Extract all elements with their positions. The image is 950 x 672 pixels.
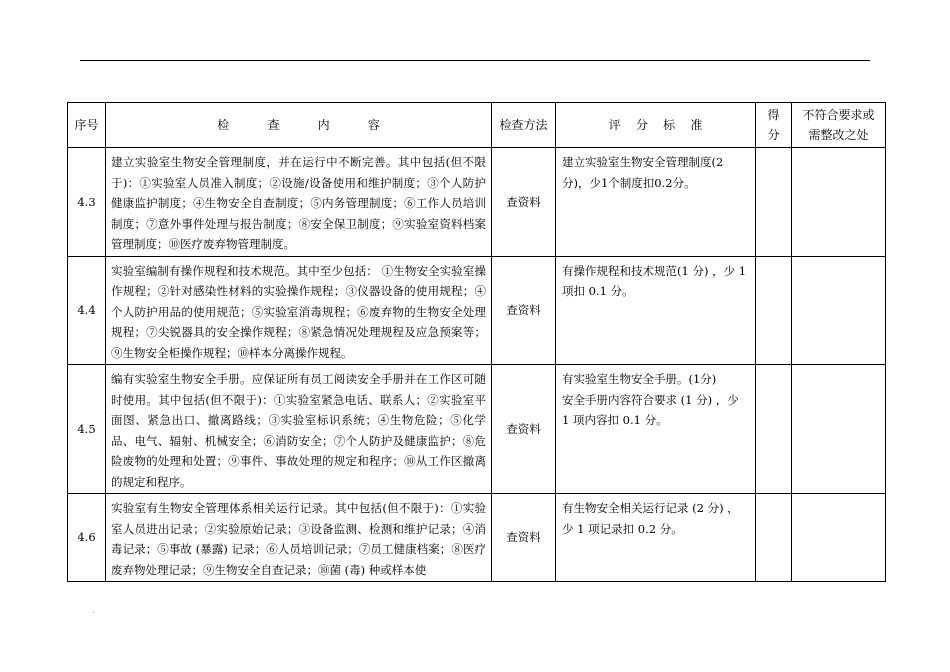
row-noncompliance (792, 494, 886, 582)
header-num: 序号 (68, 103, 106, 148)
criteria-line: 有操作规程和技术规范(1 分) ，少 1 项扣 0.1 分。 (562, 263, 747, 298)
table-row (68, 256, 886, 365)
row-criteria (556, 365, 756, 494)
row-score (756, 256, 792, 365)
row-num: 4.5 (68, 365, 106, 494)
row-content: 实验室编制有操作规程和技术规范。其中至少包括： ①生物安全实验室操作规程；②针对感染性材料的实验操作规程；③仪器设备的使用规程；④个人防护用品的使用规范；⑤实验室消毒规程；⑥废弃物的生物安全处理规程；⑦尖锐器具的安全操作规程；⑧紧急情况处理规程及应急预案等；⑨生物安全柜操作规程；⑩样本分离操作规程。 (106, 256, 492, 365)
header-content: 检 查 内 容 (106, 103, 492, 148)
header-score: 得 分 (756, 103, 792, 148)
row-criteria (556, 494, 756, 582)
row-score (756, 494, 792, 582)
row-method: 查资料 (492, 148, 556, 257)
row-score (756, 148, 792, 257)
row-noncompliance (792, 148, 886, 257)
table-header-row (68, 103, 886, 148)
criteria-line: 建立实验室生物安全管理制度(2分)，少1个制度扣0.2分。 (562, 155, 724, 190)
header-noncompliance: 不符合要求或 需整改之处 (792, 103, 886, 148)
table-row (68, 365, 886, 494)
row-num: 4.3 (68, 148, 106, 257)
table-row (68, 148, 886, 257)
row-method: 查资料 (492, 494, 556, 582)
header-rule (80, 60, 870, 61)
row-noncompliance (792, 365, 886, 494)
footer-dot: . (92, 606, 95, 615)
header-method: 检查方法 (492, 103, 556, 148)
row-content: 编有实验室生物安全手册。应保证所有员工阅读安全手册并在工作区可随时使用。其中包括(但不限于)：①实验室紧急电话、联系人；②实验室平面图、紧急出口、撤离路线；③实验室标识系统；④生物危险；⑤化学品、电气、辐射、机械安全；⑥消防安全；⑦个人防护及健康监护；⑧危险废物的处理和处置；⑨事件、事故处理的规定和程序；⑩从工作区撤离的规定和程序。 (106, 365, 492, 494)
row-method: 查资料 (492, 256, 556, 365)
row-num: 4.4 (68, 256, 106, 365)
row-num: 4.6 (68, 494, 106, 582)
inspection-table (67, 102, 886, 582)
header-dot: . (473, 54, 476, 63)
row-content: 建立实验室生物安全管理制度，并在运行中不断完善。其中包括(但不限于)：①实验室人员准入制度；②设施/设备使用和维护制度；③个人防护健康监护制度；④生物安全自查制度；⑤内务管理制度；⑥工作人员培训制度；⑦意外事件处理与报告制度；⑧安全保卫制度；⑨实验室资料档案管理制度；⑩医疗废弃物管理制度。 (106, 148, 492, 257)
criteria-line: 有生物安全相关运行记录 (2 分) ，少 1 项记录扣 0.2 分。 (562, 501, 739, 536)
row-noncompliance (792, 256, 886, 365)
table-row (68, 494, 886, 582)
header-criteria: 评 分 标 准 (556, 103, 756, 148)
row-criteria (556, 256, 756, 365)
criteria-line: 安全手册内容符合要求 (1 分) ，少 1 项内容扣 0.1 分。 (562, 392, 739, 427)
row-criteria (556, 148, 756, 257)
criteria-line: 有实验室生物安全手册。(1分) (562, 372, 717, 386)
row-content: 实验室有生物安全管理体系相关运行记录。其中包括(但不限于)：①实验室人员进出记录；②实验原始记录；③设备监测、检测和维护记录；④消毒记录；⑤事故 (暴露) 记录；⑥人员培训记录；⑦员工健康档案；⑧医疗废弃物处理记录；⑨生物安全自查记录；⑩菌 (毒) 种或样本使 (106, 494, 492, 582)
row-score (756, 365, 792, 494)
row-method: 查资料 (492, 365, 556, 494)
